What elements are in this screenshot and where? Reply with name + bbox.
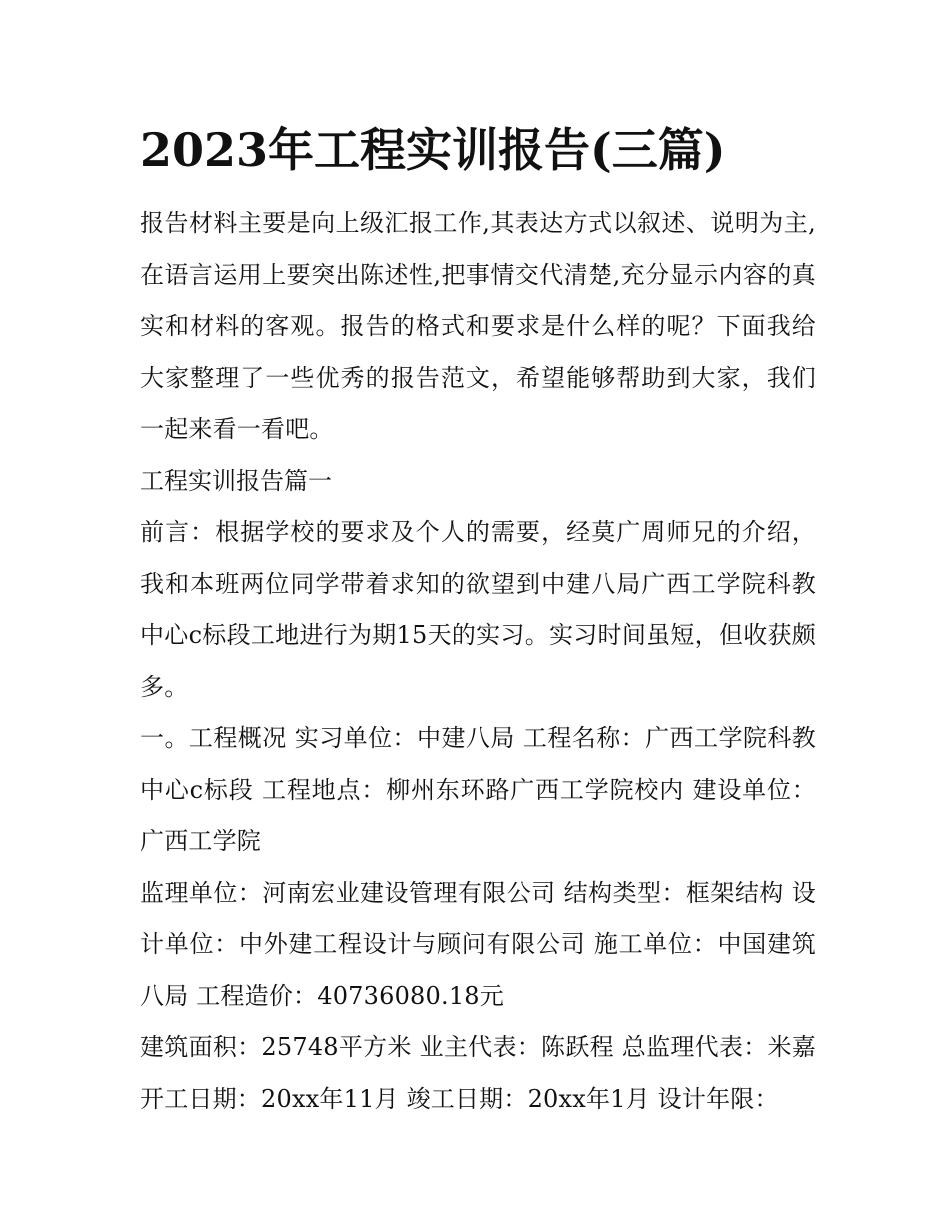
document-title: 2023年工程实训报告(三篇) [140,123,726,177]
section-heading: 工程实训报告篇一 [140,466,332,495]
overview-paragraph-2: 监理单位：河南宏业建设管理有限公司 结构类型：框架结构 设计单位：中外建工程设计与顾问有限公司 施工单位：中国建筑八局 工程造价：40736080.18元 [140,878,816,1010]
overview-paragraph-1: 一。工程概况 实习单位：中建八局 工程名称：广西工学院科教中心c标段 工程地点：柳州东环路广西工学院校内 建设单位：广西工学院 [140,724,816,855]
document-body [140,198,816,1125]
overview-paragraph-3: 建筑面积：25748平方米 业主代表：陈跃程 总监理代表：米嘉 开工日期：20xx年11月 竣工日期：20xx年1月 设计年限： [140,1033,816,1113]
preface-paragraph: 前言：根据学校的要求及个人的需要，经莫广周师兄的介绍，我和本班两位同学带着求知的欲望到中建八局广西工学院科教中心c标段工地进行为期15天的实习。实习时间虽短，但收获颇多。 [140,518,816,701]
intro-paragraph: 报告材料主要是向上级汇报工作,其表达方式以叙述、说明为主,在语言运用上要突出陈述性,把事情交代清楚,充分显示内容的真实和材料的客观。报告的格式和要求是什么样的呢？下面我给大家整理了一些优秀的报告范文，希望能够帮助到大家，我们一起来看一看吧。 [140,209,816,443]
